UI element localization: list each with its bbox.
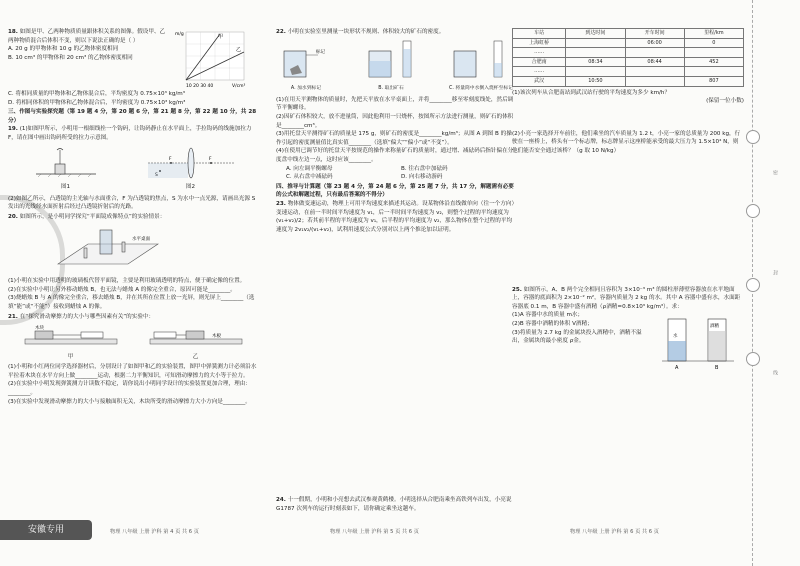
friction-figure-jia [21, 323, 121, 349]
question-20 [8, 213, 258, 312]
figure-caption: 乙 [192, 353, 199, 360]
sub-1: (1)在用天平测物体的质量时，先把天平放在水平桌面上，并将________移至零刻度线处，然后调节平衡螺母。 [276, 96, 514, 112]
sub-3: (3)将质量为 2.7 kg 的金属块投入酒精中，酒精不溢出，金属块的最小密度 ρ金。 [512, 329, 642, 345]
svg-text:F: F [168, 156, 172, 162]
question-number: 19. [8, 126, 18, 133]
question-number: 25. [512, 286, 522, 293]
label-board: 木板 [211, 334, 221, 340]
question-text: 小明在实验室里测量一块形状不规则、体积较大的矿石的密度。 [287, 29, 445, 35]
figure-caption: 图2 [185, 184, 196, 191]
table-cell: …… [513, 48, 566, 58]
table-cell: 06:00 [625, 38, 684, 48]
section-3-title: 三、作图与实验探究题（第 19 题 4 分，第 20 题 6 分，第 21 题 8 分，第 22 题 10 分，共 28 分） [8, 109, 257, 124]
figure-22-a [276, 39, 336, 81]
question-text: (1)如图甲所示，小明用一根细线拴一个钩码，让钩码静止在水平面上，手拉钩码的线施加拉力 F，请在图中画出钩码所受的拉力示意图。 [8, 126, 252, 141]
region-tag: 安徽专用 [0, 520, 92, 540]
question-18 [8, 28, 258, 107]
question-number: 23. [276, 200, 286, 207]
sub-4: (4)在使用已调节好的托盘天平按规范的操作来称量矿石的质量时，通过增、减砝码后指针偏在分度盘中线左边一点，这时应该________。 [276, 148, 514, 163]
table-row [513, 76, 744, 86]
friction-figure-yi [146, 323, 246, 349]
label-water: 水 [673, 334, 678, 340]
graph-xlabel: V/cm³ [232, 84, 246, 89]
table-cell [566, 38, 625, 48]
table-header-cell: 开车时间 [625, 29, 684, 39]
option-b: B. 往右盘中加砝码 [401, 165, 448, 172]
sub-1: (1)小明和小红两位同学选择器材后，分别设计了如图甲和乙的实验装置，图甲中弹簧测力计必须沿水平拉着木块在水平方向上做________运动，根据二力平衡知识，可知滑动摩擦力的大小等于拉力。 [8, 364, 257, 379]
question-text: 如图所示，A、B 两个完全相同且容积为 3×10⁻³ m³ 的圆柱形薄壁容器放在水平地面上，容器的底面积为 2×10⁻² m²，容器内质量为 2 kg 的水。其中 A 容器中盛有水，水面距容器底 0.1 m，B 容器中盛有酒精（ρ酒精=0.8×10³ kg/m³）。求： [512, 286, 741, 310]
question-number: 18. [8, 29, 18, 35]
side-label: 线 [772, 370, 778, 375]
mark-label: 标记 [316, 49, 325, 55]
figure-22-c [446, 39, 516, 81]
binding-hole [746, 352, 760, 366]
sub-1: (1)A 容器中水的质量 m水； [512, 312, 584, 319]
option-d: D. 向右移动游码 [401, 174, 443, 181]
label-alcohol: 酒精 [710, 324, 719, 330]
table-cell: 10:50 [566, 76, 625, 86]
table-row [513, 48, 744, 58]
question-19 [8, 125, 258, 212]
table-cell: 08:34 [566, 57, 625, 67]
sub-2: (2)因矿石体积较大，放不进量筒，因此他利用一只烧杯，按图所示方法进行测量，则矿石的体积是________cm³。 [276, 113, 514, 129]
train-timetable [512, 28, 744, 87]
side-label: 密 [772, 170, 778, 175]
option-c: C. 从右盘中减砝码 [286, 174, 333, 181]
sub-1: (1)该次列车从合肥南站到武汉站行驶的平均速度为多少 km/h？ [512, 89, 671, 96]
table-cell: 武汉 [513, 76, 566, 86]
question-number: 21. [8, 313, 18, 320]
option-a: A. 20 g 的甲物体和 10 g 的乙物体密度相同 [8, 46, 119, 53]
line-label-yi: 乙 [236, 47, 242, 53]
side-label: 封 [772, 270, 778, 275]
table-cell [566, 48, 625, 58]
table-header-cell: 里程/km [684, 29, 743, 39]
figure-caption: 甲 [67, 353, 74, 360]
mirror-experiment-figure [48, 224, 168, 272]
table-cell [625, 67, 684, 77]
question-text: 物体做变速运动，物理上可用平均速度来描述其运动。设某物体沿直线做单向（往一个方向）变速运动，在前一半时间平均速度为 v₁，后一半时间平均速度为 v₂，则整个过程的平均速度为 (v₁+v₂)/2；若其前半程的平均速度为 v₁，后半程的平均速度为 v₂，那么物体在整个过程的平均速度为 2v₁v₂/(v₁+v₂)，试利用速度公式分别对以上两个推论加以证明。 [276, 200, 515, 233]
sub-3: (3)在实验中发现滑动摩擦力的大小与接触面积无关，木块所受的滑动摩擦力大小方向是________。 [8, 398, 251, 405]
question-number: 20. [8, 213, 18, 220]
graph-ylabel: m/g [175, 32, 184, 37]
line-label-jia: 甲 [218, 34, 224, 40]
sub-2: (2)在实验中小明让另外移动蜡烛 B，也无法与蜡烛 A 的像完全重合，原因可能是________。 [8, 286, 236, 293]
binding-holes [746, 130, 760, 426]
table-cell [625, 48, 684, 58]
table-cell: 上海虹桥 [513, 38, 566, 48]
column-middle [276, 28, 516, 512]
table-header-cell: 到达时间 [566, 29, 625, 39]
option-b: B. 10 cm³ 的甲物体和 20 cm³ 的乙物体密度相同 [8, 54, 133, 61]
sub-3: (3)用托盘天平测得矿石的质量是 175 g，则矿石的密度是________kg/m³；从图 A 到图 B 的操作引起的密度测量值比真实值________（选填“偏大”“偏小”或“不变”）。 [276, 131, 512, 146]
mass-volume-graph [174, 28, 254, 90]
question-23 [276, 200, 516, 234]
table-cell: 807 [684, 76, 743, 86]
option-a: A. 向左调平衡螺母 [286, 165, 333, 172]
question-text: 如图是甲、乙两种物质质量跟体积关系的图像。假设甲、乙两种物质混合后体积不变，则以下说法正确的是（ ） [8, 29, 166, 44]
table-cell: 452 [684, 57, 743, 67]
option-d: D. 将相同体积的甲物体和乙物体混合后，平均密度为 0.75×10³ kg/m³ [8, 99, 186, 106]
page-footer-6: 物理 八年级 上册 沪科 第 6 页 共 6 页 [570, 529, 659, 535]
table-header-row [513, 29, 744, 39]
page-footer-5: 物理 八年级 上册 沪科 第 5 页 共 6 页 [330, 529, 419, 535]
option-c: C. 将相同质量的甲物体和乙物体混合后，平均密度为 0.75×10³ kg/m³ [8, 91, 185, 97]
page-footer-4: 物理 八年级 上册 沪科 第 4 页 共 6 页 [110, 529, 199, 535]
sub-1: (1)小明在实验中用透明的玻璃板代替平面镜，主要是利用玻璃透明的特点，便于确定像的位置。 [8, 278, 246, 285]
label-block: 木块 [34, 326, 44, 332]
binding-hole [746, 278, 760, 292]
label-a: A [675, 365, 679, 372]
column-left [8, 28, 258, 407]
figure-label: 水平桌面 [132, 236, 150, 242]
table-row [513, 57, 744, 67]
figure-caption: A. 加水到标记 [290, 86, 322, 92]
table-cell: 合肥南 [513, 57, 566, 67]
column-right [512, 28, 744, 374]
containers-figure [658, 311, 738, 373]
figure-22-b [361, 39, 421, 81]
question-21 [8, 313, 258, 407]
question-text: 在“探究滑动摩擦力的大小与哪些因素有关”的实验中： [19, 313, 155, 320]
question-24 [276, 496, 516, 513]
question-24-parts [512, 89, 744, 156]
binding-hole [746, 204, 760, 218]
table-cell: 0 [684, 38, 743, 48]
sub-2: (2)小亮一家选择开车前往，他们乘坐的汽车质量为 1.2 t，小亮一家的总质量为 200 kg，行驶在一座桥上，桥头有一个标志牌，标志牌显示这座桥能承受的最大压力为 1.5×10⁴ N，则他们能否安全通过该桥？（g 取 10 N/kg） [512, 130, 741, 154]
table-cell [684, 67, 743, 77]
svg-text:F: F [208, 156, 212, 162]
table-row [513, 67, 744, 77]
table-cell: 08:44 [625, 57, 684, 67]
question-number: 24. [276, 497, 286, 503]
question-number: 22. [276, 29, 286, 35]
sub-2: (2)在实验中小明发现弹簧测力计读数不稳定，请你说出小明同学设计的实验装置更加合理，理由：________。 [8, 381, 251, 397]
question-text: 十一假期，小明和小亮想去武汉参观黄鹤楼。小明选择从合肥南乘坐高铁列车出发，小亮说 G1787 次列车的运行时刻表如下，请你确定乘坐这趟车。 [276, 497, 512, 512]
figure-caption: 图1 [60, 184, 71, 191]
sub-1-note: (保留一位小数) [706, 98, 744, 105]
section-4-title: 四、推导与计算题（第 23 题 4 分，第 24 题 6 分，第 25 题 7 分，共 17 分，解题需有必要的公式和解题过程，只有最后答案的不得分） [276, 183, 514, 199]
binding-hole [746, 130, 760, 144]
table-cell [566, 67, 625, 77]
table-cell [684, 48, 743, 58]
graph-xticks: 10 20 30 40 [186, 84, 214, 89]
question-25 [512, 286, 744, 374]
table-cell [625, 76, 684, 86]
question-22 [276, 28, 516, 182]
figure-19-2 [146, 146, 236, 180]
sub-3: (3)烧蜡烛 B 与 A 的像完全重合，移去蜡烛 B，并在其所在位置上放一光屏，则光屏上________（选填“能”或“不能”）接收到蜡烛 A 的像。 [8, 295, 255, 310]
figure-caption: B. 取出矿石 [378, 86, 404, 92]
sub-2: (2)B 容器中酒精的体积 V酒精； [512, 320, 593, 327]
figure-caption: C. 将量筒中水倒入烧杯至标记 [449, 86, 513, 92]
label-b: B [715, 365, 719, 372]
table-row [513, 38, 744, 48]
figure-19-1 [31, 146, 101, 180]
table-cell: …… [513, 67, 566, 77]
question-subtext: (2)如图乙所示，凸透镜的主光轴与水面重合，F 为凸透镜的焦点，S 为水中一点光源，请画出光源 S 发出的光线经水面折射后经过凸透镜折射后的光路。 [8, 195, 256, 211]
table-header-cell: 车站 [513, 29, 566, 39]
question-text: 如图所示，是小明同学探究“平面镜成像特点”的实验情景： [19, 213, 166, 220]
